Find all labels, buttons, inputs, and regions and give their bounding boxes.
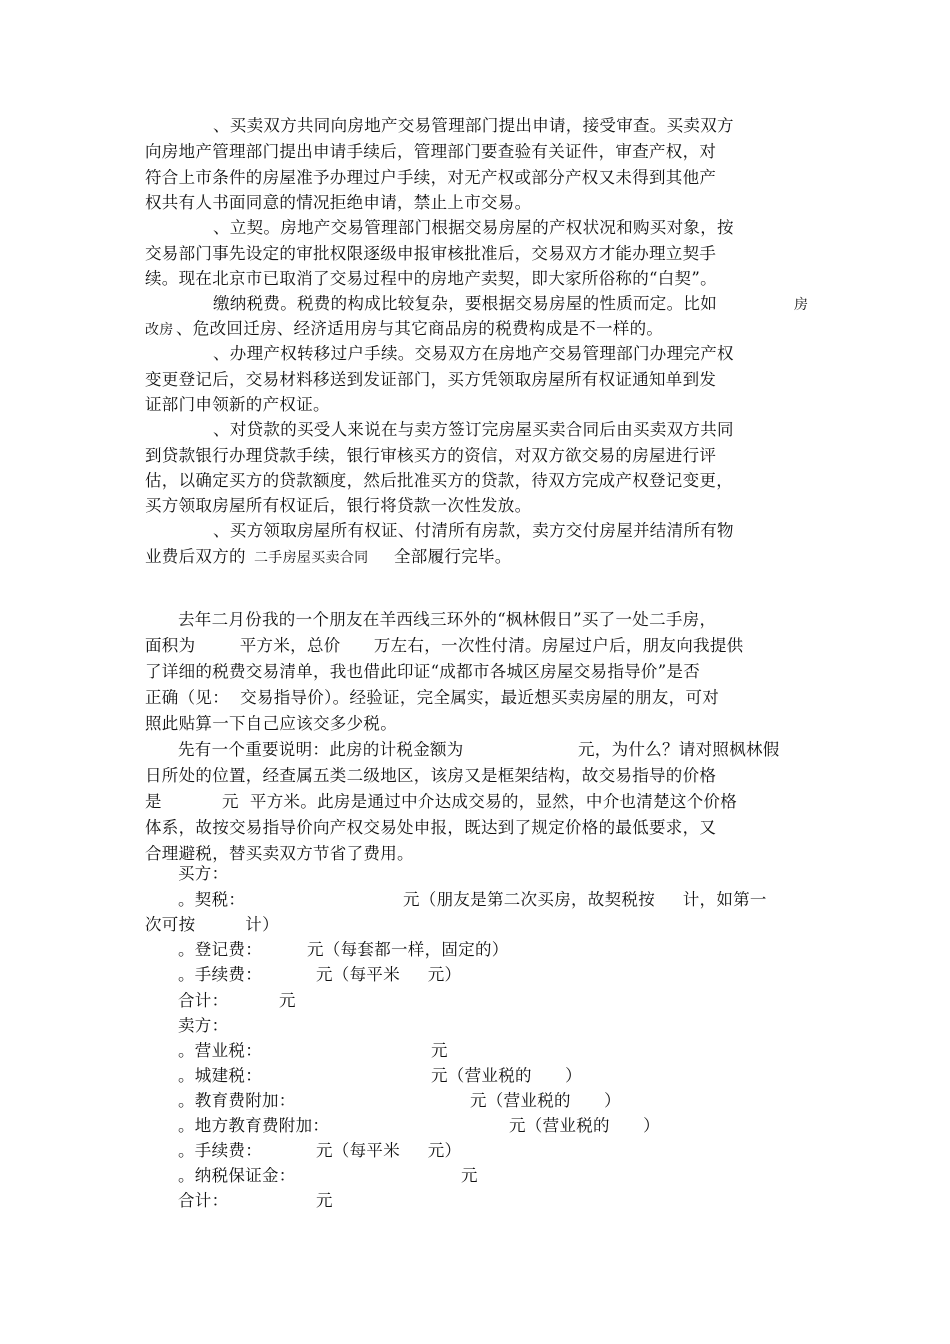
business-tax-label: 。营业税：: [178, 1041, 262, 1060]
registration-fee-value: 元（每套都一样，固定的）: [307, 940, 509, 959]
local-education-fee-value: 元（营业税的 ）: [509, 1116, 660, 1135]
paragraph-line: 变更登记后，交易材料移送到发证部门，买方凭领取房屋所有权证通知单到发: [145, 370, 717, 389]
paragraph-line: 先有一个重要说明：此房的计税金额为: [178, 740, 464, 759]
deed-tax-label: 。契税：: [178, 890, 246, 909]
paragraph-line: 证部门申领新的产权证。: [145, 395, 330, 414]
paragraph-line: 面积为 平方米，总价 万左右，一次性付清。房屋过户后，朋友向我提供: [145, 636, 744, 655]
paragraph-line: 、危改回迁房、经济适用房与其它商品房的税费构成是不一样的。: [176, 319, 664, 338]
local-education-fee-label: 。地方教育费附加：: [178, 1116, 330, 1135]
handling-fee-label: 。手续费：: [178, 965, 262, 984]
paragraph-line: 向房地产管理部门提出申请手续后，管理部门要查验有关证件，审查产权，对: [145, 142, 717, 161]
seller-total-label: 合计：: [178, 1191, 229, 1210]
paragraph-line: 符合上市条件的房屋准予办理过户手续，对无产权或部分产权又未得到其他产: [145, 168, 717, 187]
paragraph-line: 全部履行完毕。: [394, 547, 512, 566]
city-tax-label: 。城建税：: [178, 1066, 262, 1085]
paragraph-line: 、买卖双方共同向房地产交易管理部门提出申请，接受审查。买卖双方: [213, 116, 734, 135]
education-fee-label: 。教育费附加：: [178, 1091, 296, 1110]
paragraph-line-small: 改房: [145, 322, 174, 338]
seller-handling-fee-value: 元（每平米 元）: [316, 1141, 462, 1160]
paragraph-line: 体系，故按交易指导价向产权交易处申报，既达到了规定价格的最低要求，又: [145, 818, 717, 837]
paragraph-line: 权共有人书面同意的情况拒绝申请，禁止上市交易。: [145, 193, 532, 212]
city-tax-value: 元（营业税的 ）: [431, 1066, 582, 1085]
tax-deposit-value: 元: [461, 1166, 478, 1185]
paragraph-line: 、立契。房地产交易管理部门根据交易房屋的产权状况和购买对象，按: [213, 218, 734, 237]
paragraph-line: 、买方领取房屋所有权证、付清所有房款，卖方交付房屋并结清所有物: [213, 521, 734, 540]
paragraph-line: 了详细的税费交易清单，我也借此印证“成都市各城区房屋交易指导价”是否: [145, 662, 701, 681]
seller-heading: 卖方：: [178, 1016, 229, 1035]
handling-fee-value: 元（每平米 元）: [316, 965, 462, 984]
paragraph-line: 续。现在北京市已取消了交易过程中的房地产卖契，即大家所俗称的“白契”。: [145, 269, 717, 288]
business-tax-value: 元: [431, 1041, 448, 1060]
paragraph-line: 合理避税，替买卖双方节省了费用。: [145, 844, 414, 863]
buyer-total-label: 合计：: [178, 991, 229, 1010]
education-fee-value: 元（营业税的 ）: [470, 1091, 621, 1110]
tax-deposit-label: 。纳税保证金：: [178, 1166, 296, 1185]
deed-tax-value: 元（朋友是第二次买房，故契税按 计，如第一: [403, 890, 767, 909]
paragraph-line: 交易部门事先设定的审批权限逐级申报审核批准后，交易双方才能办理立契手: [145, 244, 717, 263]
paragraph-line: 是: [145, 792, 162, 811]
paragraph-line: 估，以确定买方的贷款额度，然后批准买方的贷款，待双方完成产权登记变更，: [145, 471, 733, 490]
paragraph-line: 元 平方米。此房是通过中介达成交易的，显然，中介也清楚这个价格: [222, 792, 738, 811]
seller-total-value: 元: [316, 1191, 333, 1210]
paragraph-line-small: 二手房屋买卖合同: [254, 550, 369, 566]
paragraph-line: 买方领取房屋所有权证后，银行将贷款一次性发放。: [145, 496, 532, 515]
deed-tax-continuation: 次可按 计）: [145, 915, 279, 934]
registration-fee-label: 。登记费：: [178, 940, 262, 959]
paragraph-line-small: 房: [794, 297, 809, 313]
buyer-total-value: 元: [279, 991, 296, 1010]
paragraph-line: 缴纳税费。税费的构成比较复杂，要根据交易房屋的性质而定。比如: [213, 294, 717, 313]
paragraph-line: 业费后双方的: [145, 547, 246, 566]
paragraph-line: 、对贷款的买受人来说在与卖方签订完房屋买卖合同后由买卖双方共同: [213, 420, 734, 439]
paragraph-line: 照此贴算一下自己应该交多少税。: [145, 714, 397, 733]
paragraph-line: 正确（见： 交易指导价）。经验证，完全属实，最近想买卖房屋的朋友，可对: [145, 688, 720, 707]
paragraph-line: 元，为什么？请对照枫林假: [578, 740, 780, 759]
paragraph-line: 日所处的位置，经查属五类二级地区，该房又是框架结构，故交易指导的价格: [145, 766, 717, 785]
paragraph-line: 、办理产权转移过户手续。交易双方在房地产交易管理部门办理完产权: [213, 344, 734, 363]
paragraph-line: 到贷款银行办理贷款手续，银行审核买方的资信，对双方欲交易的房屋进行评: [145, 446, 717, 465]
seller-handling-fee-label: 。手续费：: [178, 1141, 262, 1160]
buyer-heading: 买方：: [178, 864, 229, 883]
paragraph-line: 去年二月份我的一个朋友在羊西线三环外的“枫林假日”买了一处二手房，: [178, 610, 717, 629]
